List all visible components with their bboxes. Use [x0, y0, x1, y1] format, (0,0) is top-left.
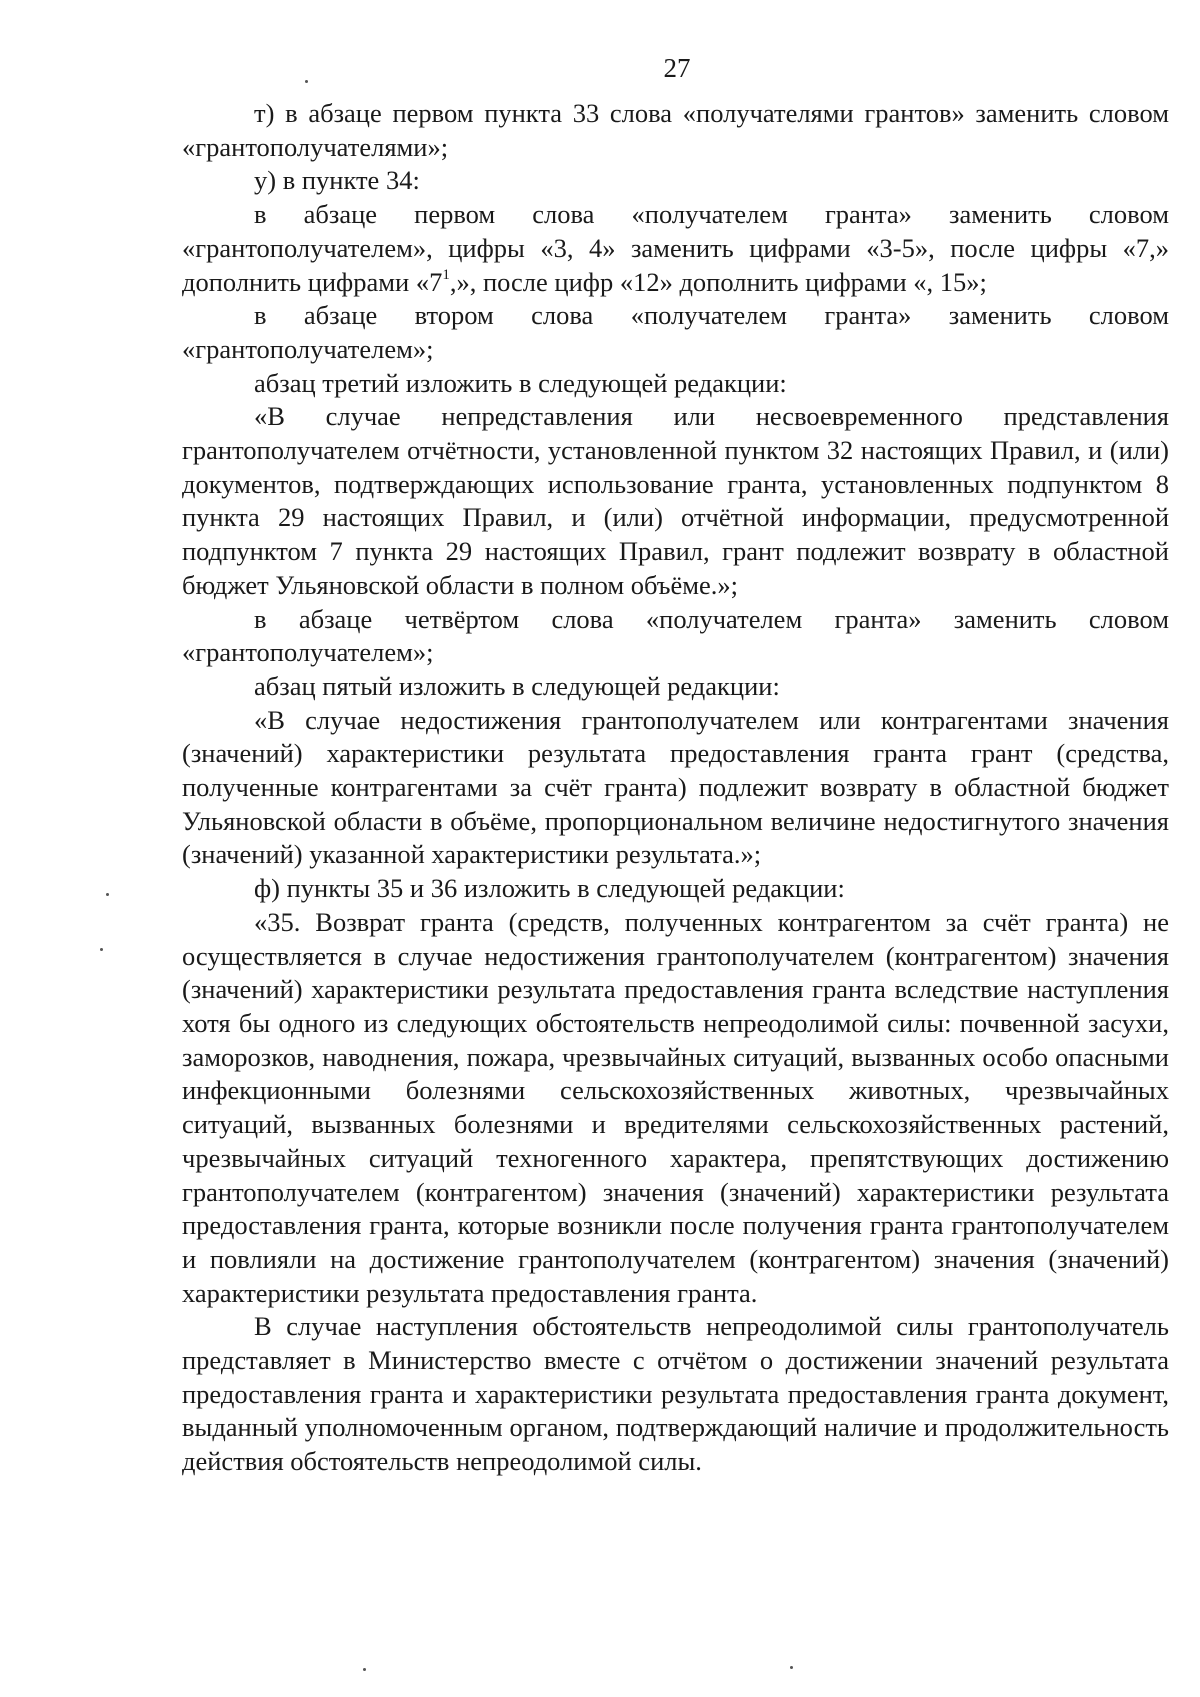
- paragraph: в абзаце втором слова «получателем гранта» заменить словом «грантополучателем»;: [182, 300, 1169, 364]
- paragraph: «В случае недостижения грантополучателем или контрагентами значения (значений) характеристики результата предоставления гранта грант (средства, полученные контрагентами за счёт гранта) подлежит возврату в областной бюджет Ульяновской области в объёме, пропорциональном величине недостигнутого значения (значений) указанной характеристики результата.»;: [182, 704, 1169, 870]
- paragraph: «35. Возврат гранта (средств, полученных контрагентом за счёт гранта) не осуществляется в случае недостижения грантополучателем (контрагентом) значения (значений) характеристики результата предоставления гранта вследствие наступления хотя бы одного из следующих обстоятельств непреодолимой силы: почвенной засухи, заморозков, наводнения, пожара, чрезвычайных ситуаций, вызванных особо опасными инфекционными болезнями сельскохозяйственных животных, чрезвычайных ситуаций, вызванных болезнями и вредителями сельскохозяйственных растений, чрезвычайных ситуаций техногенного характера, препятствующих достижению грантополучателем (контрагентом) значения (значений) характеристики результата предоставления гранта, которые возникли после получения гранта грантополучателем и повлияли на достижение грантополучателем (контрагентом) значения (значений) характеристики результата предоставления гранта.: [182, 906, 1169, 1308]
- scan-speck: [100, 948, 103, 951]
- scan-speck: [363, 1668, 366, 1671]
- superscript: 1: [442, 266, 450, 283]
- document-body: [182, 97, 1169, 1479]
- paragraph: [182, 198, 1169, 299]
- paragraph: у) в пункте 34:: [254, 165, 420, 196]
- scan-speck: [305, 80, 308, 83]
- paragraph: абзац пятый изложить в следующей редакции:: [254, 670, 780, 701]
- paragraph: В случае наступления обстоятельств непреодолимой силы грантополучатель представляет в Министерство вместе с отчётом о достижении значений результата предоставления гранта и характеристики результата предоставления гранта документ, выданный уполномоченным органом, подтверждающий наличие и продолжительность действия обстоятельств непреодолимой силы.: [182, 1311, 1169, 1477]
- paragraph-text: ,», после цифр «12» дополнить цифрами «, 15»;: [449, 266, 987, 297]
- paragraph: в абзаце четвёртом слова «получателем гранта» заменить словом «грантополучателем»;: [182, 603, 1169, 668]
- paragraph: абзац третий изложить в следующей редакции:: [254, 367, 787, 398]
- paragraph: т) в абзаце первом пункта 33 слова «получателями грантов» заменить словом «грантополучателями»;: [182, 98, 1169, 162]
- scan-speck: [106, 893, 109, 896]
- paragraph: ф) пункты 35 и 36 изложить в следующей редакции:: [254, 873, 845, 904]
- paragraph: «В случае непредставления или несвоевременного представления грантополучателем отчётности, установленной пунктом 32 настоящих Правил, и (или) документов, подтверждающих использование гранта, установленных подпунктом 8 пункта 29 настоящих Правил, и (или) отчётной информации, предусмотренной подпунктом 7 пункта 29 настоящих Правил, грант подлежит возврату в областной бюджет Ульяновской области в полном объёме.»;: [182, 401, 1169, 600]
- paragraph-text: в абзаце первом слова «получателем гранта» заменить словом «грантополучателем», цифры «3, 4» заменить цифрами «3-5», после цифры «7,» дополнить цифрами «7: [182, 199, 1169, 297]
- scan-speck: [790, 1666, 793, 1669]
- page-number: 27: [663, 53, 691, 83]
